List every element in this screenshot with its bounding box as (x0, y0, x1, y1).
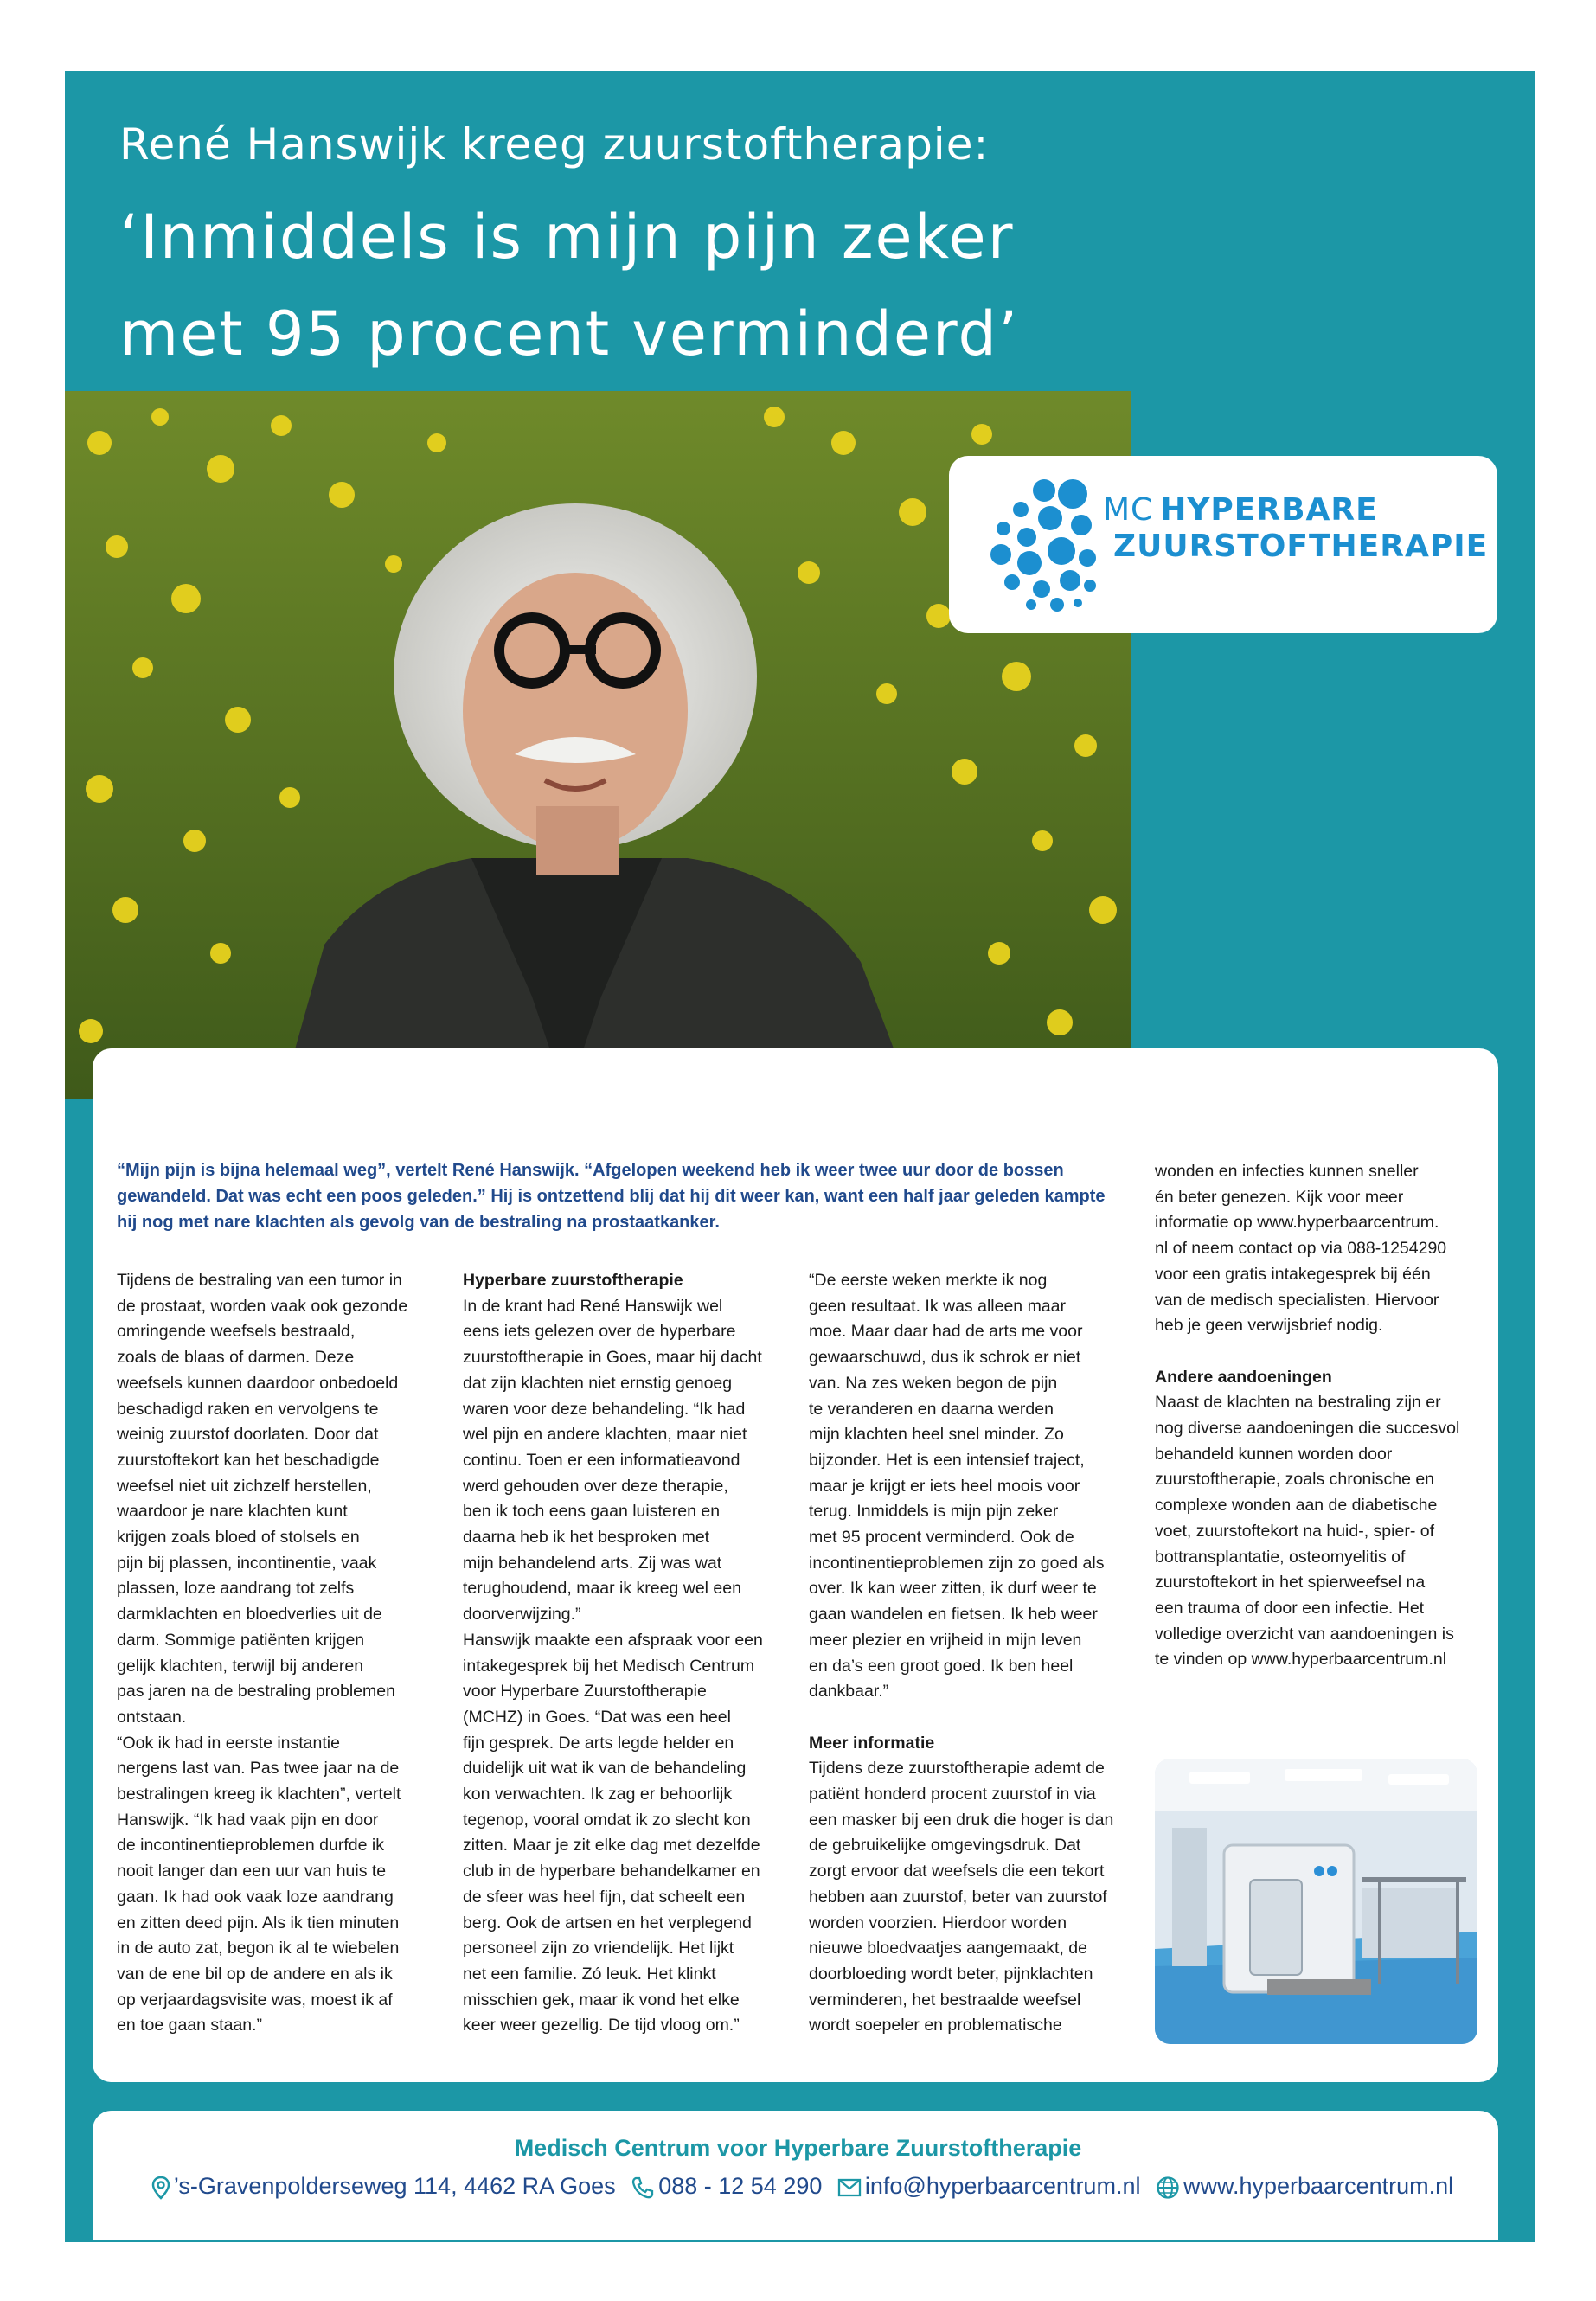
section-heading: Hyperbare zuurstoftherapie (463, 1271, 683, 1290)
paragraph: Hanswijk maakte een afspraak voor een intakegesprek bij het Medisch Centrum voor Hyperbare Zuurstoftherapie (MCHZ) in Goes. “Dat was een heel fijn gesprek. De arts legde helder en duidelijk uit wat ik van de behandeling kon verwachten. Ik zag er behoorlijk tegenop, vooral omdat ik zo slecht kon zitten. Maar je zit elke dag met dezelfde club in de hyperbare behandelkamer en de sfeer was heel fijn, dat scheelt een berg. Ook de artsen en het verplegend personeel zijn zo vriendelijk. Het lijkt net een familie. Zó leuk. Het klinkt misschien gek, maar ik vond het elke keer weer gezellig. De tijd vloog om.” (463, 1630, 763, 2035)
footer-contact-line (0, 2173, 1596, 2200)
paragraph: Tijdens de bestraling van een tumor in de prostaat, worden vaak ook gezonde omringende weefsels bestraald, zoals de blaas of darmen. Deze weefsels kunnen daardoor onbedoeld beschadigd raken en vervolgens te weinig zuurstof doorlaten. Door dat zuurstoftekort kan het beschadigde weefsel niet uit zichzelf herstellen, waardoor je nare klachten kunt krijgen zoals bloed of stolsels en pijn bij plassen, incontinentie, vaak plassen, loze aandrang tot zelfs darmklachten en bloedverlies uit de darm. Sommige patiënten krijgen gelijk klachten, terwijl bij anderen pas jaren na de bestraling problemen ontstaan. (117, 1271, 408, 1727)
footer-email[interactable]: info@hyperbaarcentrum.nl (864, 2173, 1141, 2199)
bubbles-logo-icon (988, 475, 1100, 613)
logo-line-2: ZUURSTOFTHERAPIE (1113, 529, 1489, 564)
footer-website[interactable]: www.hyperbaarcentrum.nl (1183, 2173, 1454, 2199)
footer-title: Medisch Centrum voor Hyperbare Zuurstoftherapie (514, 2135, 1082, 2161)
paragraph: “Ook ik had in eerste instantie nergens last van. Pas twee jaar na de bestralingen kreeg ik klachten”, vertelt Hanswijk. “Ik had vaak pijn en door de incontinentieproblemen durfde ik nooit langer dan een uur van huis te gaan. Ik had ook vaak loze aandrang en zitten deed pijn. Als ik tien minuten in de auto zat, begon ik al te wiebelen van de ene bil op de andere en als ik op verjaardagsvisite was, moest ik af en toe gaan staan.” (117, 1733, 401, 2035)
article-column-4 (1155, 1159, 1484, 1673)
phone-icon (631, 2176, 655, 2200)
globe-icon (1156, 2176, 1180, 2200)
treatment-room-photo (1155, 1759, 1477, 2044)
logo-prefix: MC (1103, 492, 1154, 528)
article-lead: “Mijn pijn is bijna helemaal weg”, vertelt René Hanswijk. “Afgelopen weekend heb ik weer twee uur door de bossen gewandeld. Dat was echt een poos geleden.” Hij is ontzettend blij dat hij dit weer kan, want een half jaar geleden kampte hij nog met nare klachten als gevolg van de bestraling na prostaatkanker. (117, 1161, 1106, 1232)
section-heading: Andere aandoeningen (1155, 1367, 1332, 1387)
location-pin-icon (151, 2176, 170, 2200)
headline-title (119, 189, 1244, 382)
article-column-1 (117, 1268, 463, 2039)
paragraph: Tijdens deze zuurstoftherapie ademt de patiënt honderd procent zuurstof in via een masker bij een druk die hoger is dan de gebruikelijke omgevingsdruk. Dat zorgt ervoor dat weefsels die een tekort hebben aan zuurstof, beter van zuurstof worden voorzien. Hierdoor worden nieuwe bloedvaatjes aangemaakt, de doorbloeding wordt beter, pijnklachten verminderen, het bestraalde weefsel wordt soepeler en problematische (809, 1759, 1114, 2035)
paragraph: Naast de klachten na bestraling zijn er nog diverse aandoeningen die succesvol behandeld kunnen worden door zuurstoftherapie, zoals chronische en complexe wonden aan de diabetische voet, zuurstoftekort na huid-, spier- of bottransplantatie, osteomyelitis of zuurstoftekort in het spierweefsel na een trauma of door een infectie. Het volledige overzicht van aandoeningen is te vinden op www.hyperbaarcentrum.nl (1155, 1393, 1460, 1670)
headline-kicker: René Hanswijk kreeg zuurstoftherapie: (119, 119, 990, 170)
footer-address: ’s-Gravenpolderseweg 114, 4462 RA Goes (173, 2173, 616, 2199)
logo-line-1: HYPERBARE (1160, 492, 1378, 528)
article-column-2 (463, 1268, 809, 2039)
paragraph: In de krant had René Hanswijk wel eens iets gelezen over de hyperbare zuurstoftherapie in Goes, maar hij dacht dat zijn klachten niet ernstig genoeg waren voor deze behandeling. “Ik had wel pijn en andere klachten, maar niet continu. Toen er een informatieavond werd gehouden over deze therapie, ben ik toch eens gaan luisteren en daarna heb ik het besproken met mijn behandelend arts. Zij was wat terughoudend, maar ik kreeg wel een doorverwijzing.” (463, 1296, 762, 1625)
paragraph: “De eerste weken merkte ik nog geen resultaat. Ik was alleen maar moe. Maar daar had de arts me voor gewaarschuwd, dus ik schrok er niet van. Na zes weken begon de pijn te veranderen en daarna werden mijn klachten heel snel minder. Zo bijzonder. Het is een intensief traject, maar je krijgt er iets heel moois voor terug. Inmiddels is mijn pijn zeker met 95 procent verminderd. Ook de incontinentieproblemen zijn zo goed als over. Ik kan weer zitten, ik durf weer te gaan wandelen en fietsen. Ik heb weer meer plezier en vrijheid in mijn leven en da’s een groot goed. Ik ben heel dankbaar.” (809, 1271, 1105, 1702)
footer-phone[interactable]: 088 - 12 54 290 (658, 2173, 823, 2199)
paragraph: wonden en infecties kunnen sneller én beter genezen. Kijk voor meer informatie op www.hyperbaarcentrum. nl of neem contact op via 088-1254290 voor een gratis intakegesprek bij één van de medisch specialisten. Hiervoor heb je geen verwijsbrief nodig. (1155, 1162, 1447, 1336)
article-column-3 (809, 1268, 1155, 2039)
headline-line-1: ‘Inmiddels is mijn pijn zeker (119, 202, 1015, 272)
logo-wordmark (1103, 492, 1488, 565)
logo-card (949, 456, 1497, 633)
section-heading: Meer informatie (809, 1733, 935, 1753)
headline-line-2: met 95 procent verminderd’ (119, 298, 1020, 369)
email-icon (837, 2178, 862, 2197)
